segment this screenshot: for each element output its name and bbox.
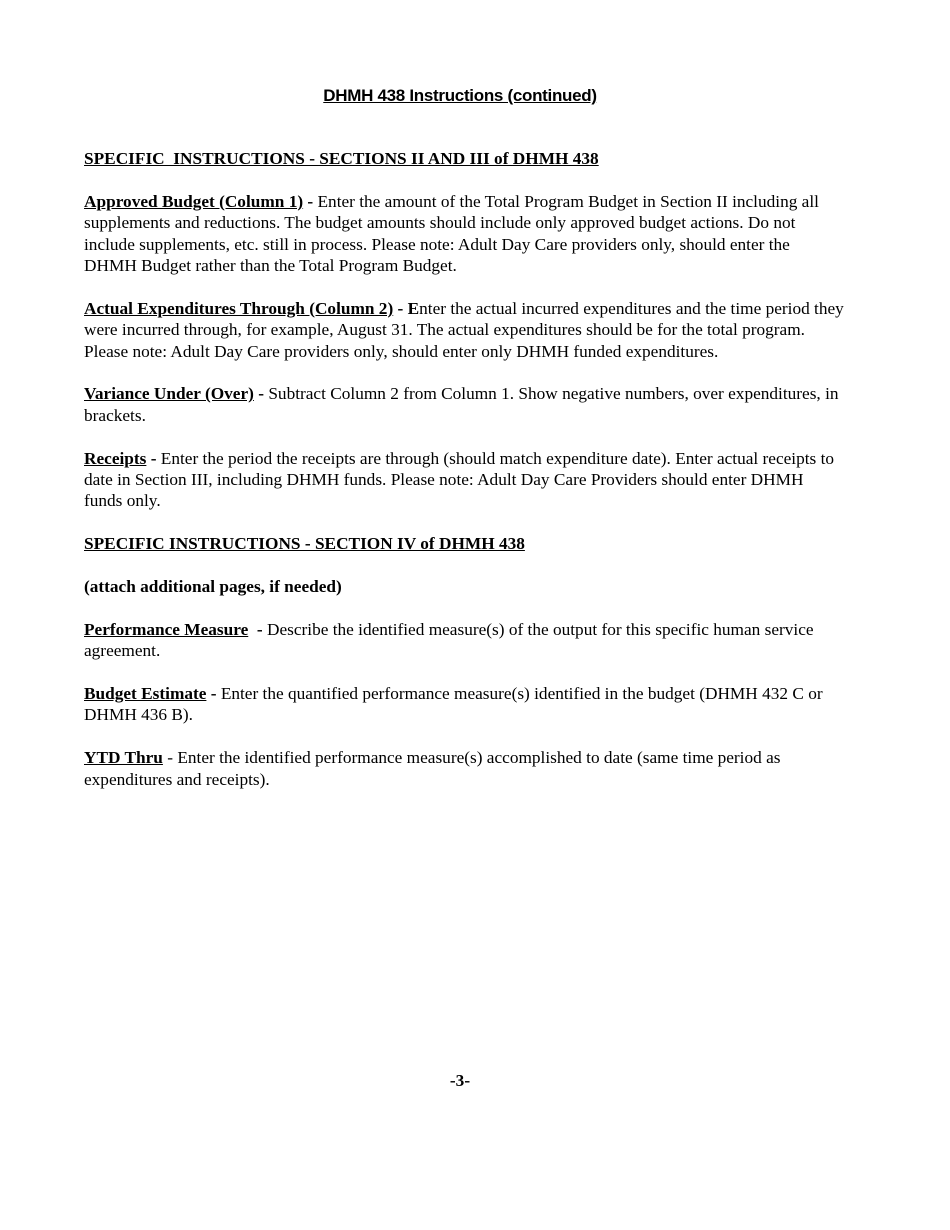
instruction-performance-measure xyxy=(84,619,844,662)
attach-pages-note: (attach additional pages, if needed) xyxy=(84,577,342,597)
instructions-body xyxy=(84,148,844,811)
term-separator: - xyxy=(303,191,318,211)
instruction-variance xyxy=(84,383,844,426)
term-separator: - xyxy=(206,684,221,704)
page-title: DHMH 438 Instructions (continued) xyxy=(323,86,597,105)
instruction-text: Enter the quantified performance measure(s) identified in the budget (DHMH 432 C or DHMH 436 B). xyxy=(84,684,823,725)
section-heading-ii-iii: SPECIFIC INSTRUCTIONS - SECTIONS II AND III of DHMH 438 xyxy=(84,149,599,168)
instruction-text: nter the actual incurred expenditures and the time period they were incurred through, for example, August 31. The actual expenditures should be for the total program. Please note: Adult Day Care providers only, should enter only DHMH funded expenditures. xyxy=(84,298,844,361)
term-approved-budget: Approved Budget (Column 1) xyxy=(84,191,304,211)
term-separator: - xyxy=(162,748,178,768)
term-receipts: Receipts xyxy=(84,448,147,468)
instruction-text: Describe the identified measure(s) of the output for this specific human service agreement. xyxy=(84,619,814,661)
term-separator: - xyxy=(253,384,269,404)
term-separator: - xyxy=(248,619,267,639)
instruction-text: Enter the period the receipts are through (should match expenditure date). Enter actual receipts to date in Section III, including DHMH funds. Please note: Adult Day Care Providers should enter DHMH funds only. xyxy=(84,448,835,511)
term-actual-expenditures: Actual Expenditures Through (Column 2) xyxy=(84,298,394,318)
term-variance: Variance Under (Over) xyxy=(84,384,254,404)
term-ytd-thru: YTD Thru xyxy=(84,748,163,768)
page-number: -3- xyxy=(449,1071,471,1090)
instruction-text: Enter the amount of the Total Program Budget in Section II including all supplements and reductions. The budget amounts should include only approved budget actions. Do not include supplements, etc. still in process. Please note: Adult Day Care providers only, should enter the DHMH Budget rather than the Total Program Budget. xyxy=(84,191,819,276)
instruction-approved-budget xyxy=(84,191,844,277)
term-separator: - E xyxy=(393,298,420,318)
instruction-receipts xyxy=(84,448,844,512)
instruction-actual-expenditures xyxy=(84,298,844,362)
instruction-ytd-thru xyxy=(84,747,844,790)
section-heading-iv: SPECIFIC INSTRUCTIONS - SECTION IV of DHMH 438 xyxy=(84,534,525,554)
instruction-text: Subtract Column 2 from Column 1. Show negative numbers, over expenditures, in brackets. xyxy=(84,384,839,425)
term-performance-measure: Performance Measure xyxy=(84,619,249,639)
term-separator: - xyxy=(146,448,161,468)
term-budget-estimate: Budget Estimate xyxy=(84,684,207,704)
instruction-text: Enter the identified performance measure(s) accomplished to date (same time period as expenditures and receipts). xyxy=(84,748,781,789)
instruction-budget-estimate xyxy=(84,683,844,726)
